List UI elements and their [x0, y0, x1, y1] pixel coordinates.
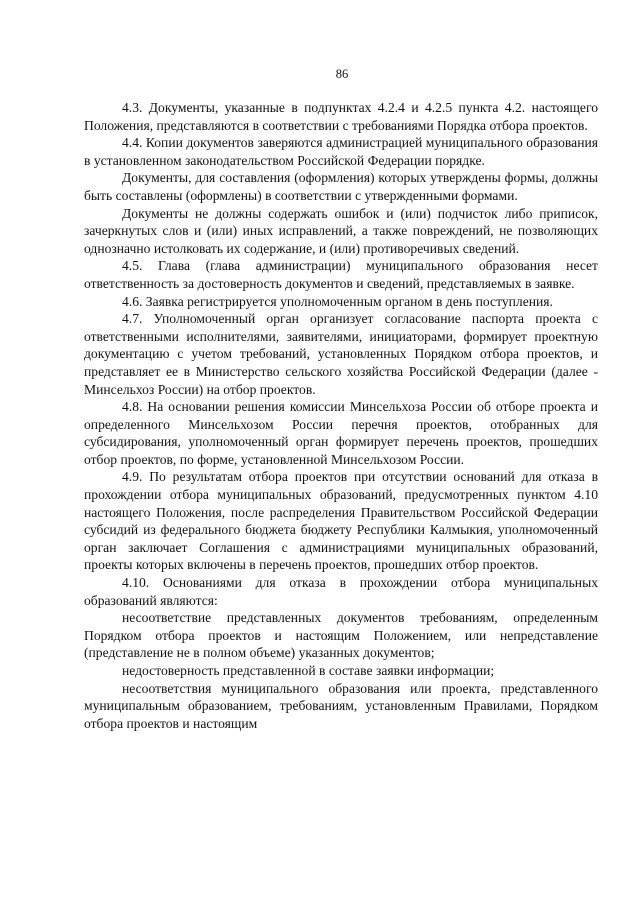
paragraph-4-10: 4.10. Основаниями для отказа в прохождении отбора муниципальных образований являются:	[84, 575, 598, 608]
paragraph-4-5: 4.5. Глава (глава администрации) муниципального образования несет ответственность за достоверность документов и сведений, представляемых в заявке.	[84, 258, 598, 291]
paragraph-4-6: 4.6. Заявка регистрируется уполномоченным органом в день поступления.	[122, 293, 553, 309]
page-number: 86	[335, 67, 349, 81]
paragraph-4-4: 4.4. Копии документов заверяются администрацией муниципального образования в установленном законодательством Российской Федерации порядке.	[84, 135, 598, 168]
paragraph-4-7: 4.7. Уполномоченный орган организует согласование паспорта проекта с ответственными исполнителями, заявителями, инициаторами, формирует проектную документацию с учетом требований, установленных Порядком отбора проектов, и представляет ее в Министерство сельского хозяйства Российской Федерации (далее - Минсельхоз России) на отбор проектов.	[84, 311, 598, 397]
paragraph-reason-2: недостоверность представленной в составе заявки информации;	[122, 663, 495, 678]
paragraph-reason-1: несоответствие представленных документов требованиям, определенным Порядком отбора проектов и настоящим Положением, или непредставление (представление не в полном объеме) указанных документов;	[84, 610, 598, 661]
paragraph-4-3: 4.3. Документы, указанные в подпунктах 4.2.4 и 4.2.5 пункта 4.2. настоящего Положения, представляются в соответствии с требованиями Порядка отбора проектов.	[84, 100, 598, 133]
paragraph-4-9: 4.9. По результатам отбора проектов при отсутствии оснований для отказа в прохождении отбора муниципальных образований, предусмотренных пунктом 4.10 настоящего Положения, после распределения Правительством Российской Федерации субсидий из федерального бюджета бюджету Республики Калмыкия, уполномоченный орган заключает Соглашения с администрациями муниципальных образований, проекты которых включены в перечень проектов, прошедших отбор проектов.	[84, 469, 598, 573]
body-text	[84, 99, 598, 732]
paragraph-4-8: 4.8. На основании решения комиссии Минсельхоза России об отборе проекта и определенного Минсельхозом России перечня проектов, отобранных для субсидирования, уполномоченный орган формирует перечень проектов, прошедших отбор проектов, по форме, установленной Минсельхозом России.	[84, 399, 598, 467]
paragraph-no-errors: Документы не должны содержать ошибок и (или) подчисток либо приписок, зачеркнутых слов и (или) иных исправлений, а также повреждений, не позволяющих однозначно истолковать их содержание, и (или) противоречивых сведений.	[84, 205, 598, 256]
paragraph-reason-3: несоответствия муниципального образования или проекта, представленного муниципальным образованием, требованиям, установленным Правилами, Порядком отбора проектов и настоящим	[84, 680, 598, 731]
paragraph-forms: Документы, для составления (оформления) которых утверждены формы, должны быть составлены (оформлены) в соответствии с утвержденными формами.	[84, 170, 598, 203]
